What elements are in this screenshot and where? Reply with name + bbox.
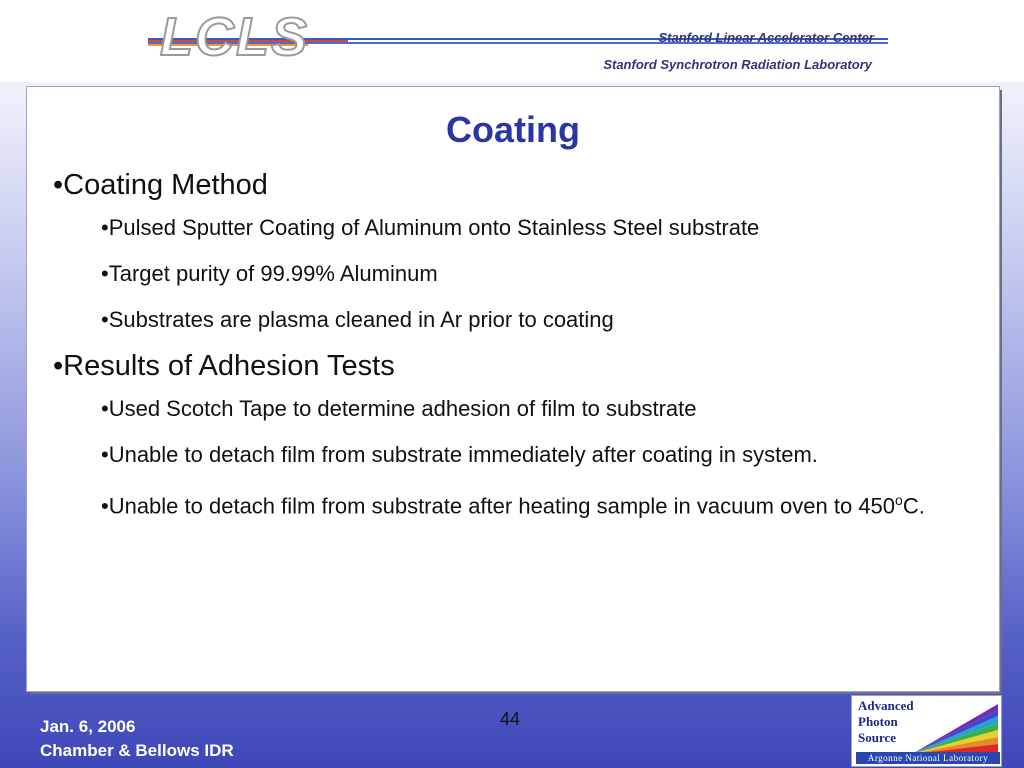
degree-superscript: o (895, 492, 903, 508)
bullet-heading: •Results of Adhesion Tests (53, 350, 395, 382)
aps-logo (851, 695, 1002, 767)
slide-title: Coating (446, 109, 580, 150)
bullet-item: •Target purity of 99.99% Aluminum (101, 261, 438, 286)
slac-label: Stanford Linear Accelerator Center (658, 30, 874, 45)
page-number: 44 (500, 709, 521, 729)
argonne-label: Argonne National Laboratory (856, 752, 1000, 764)
lcls-logo: LCLS (160, 7, 309, 67)
bullet-heading: •Coating Method (53, 169, 268, 201)
bullet-item: •Substrates are plasma cleaned in Ar prior to coating (101, 307, 614, 332)
slide-content-panel (26, 86, 1000, 692)
slide-body (53, 169, 973, 536)
slide-header (0, 0, 1024, 82)
aps-line: Advanced (858, 698, 914, 713)
bullet-item: •Unable to detach film from substrate immediately after coating in system. (101, 442, 818, 467)
ssrl-label: Stanford Synchrotron Radiation Laboratory (603, 57, 872, 72)
bullet-text: •Unable to detach film from substrate after heating sample in vacuum oven to 450 (101, 493, 896, 519)
aps-line: Source (858, 730, 897, 745)
bullet-text-end: C. (902, 493, 925, 519)
footer-info (40, 715, 234, 763)
bullet-item (101, 485, 973, 521)
footer-event: Chamber & Bellows IDR (40, 741, 234, 760)
bullet-item: •Pulsed Sputter Coating of Aluminum onto Stainless Steel substrate (101, 215, 760, 240)
footer-date: Jan. 6, 2006 (40, 717, 136, 736)
aps-title (858, 698, 914, 746)
bullet-item: •Used Scotch Tape to determine adhesion of film to substrate (101, 396, 697, 421)
aps-line: Photon (858, 714, 898, 729)
